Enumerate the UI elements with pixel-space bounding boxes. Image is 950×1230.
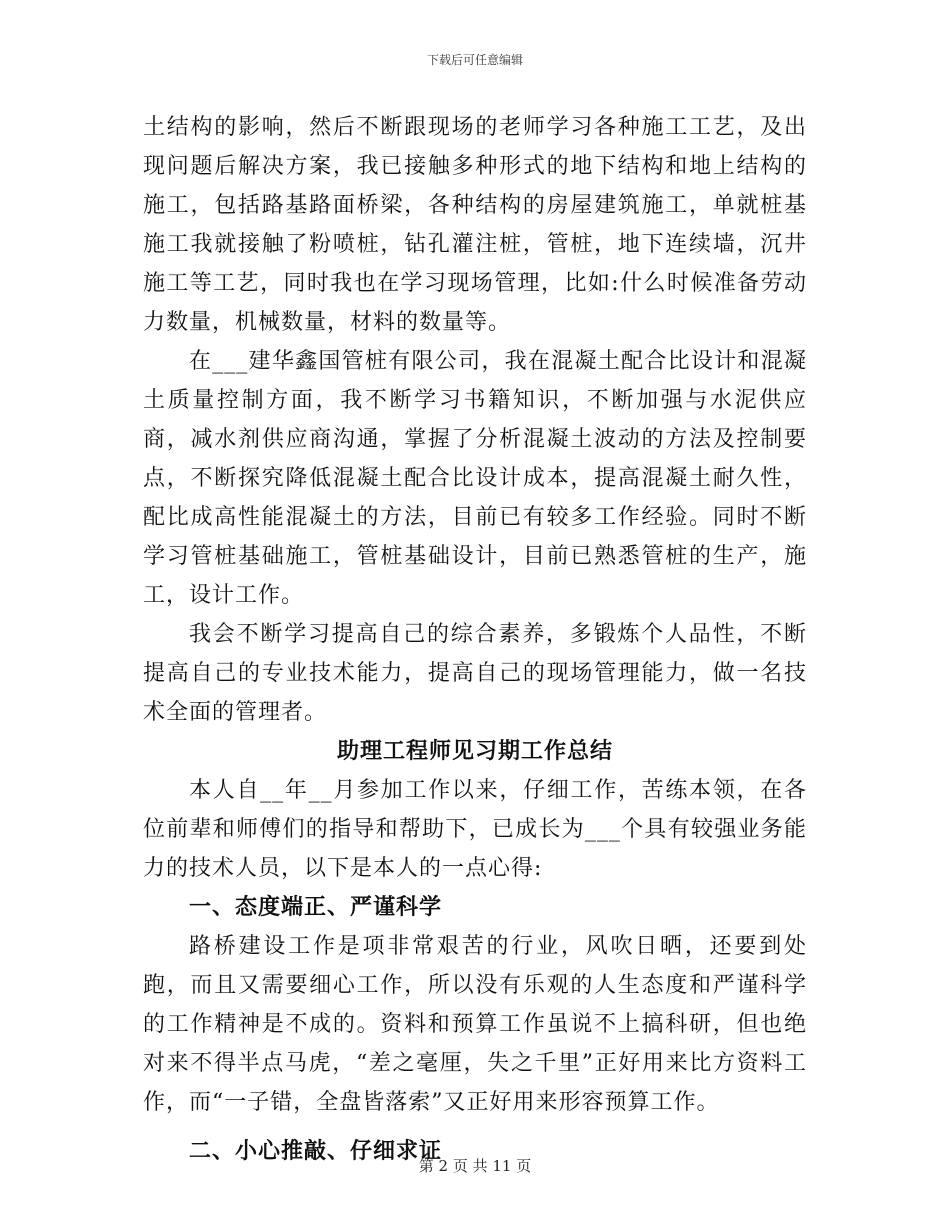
page-number: 第 2 页 共 11 页 [418, 1157, 532, 1175]
spacer [143, 1122, 807, 1132]
heading-attitude: 一、态度端正、严谨科学 [189, 894, 443, 920]
paragraph-pile-company: 在___建华鑫国管桩有限公司，我在混凝土配合比设计和混凝土质量控制方面，我不断学习书籍知识，不断加强与水泥供应商，减水剂供应商沟通，掌握了分析混凝土波动的方法及控制要点，不断探究降低混凝土配合比设计成本，提高混凝土耐久性，配比成高性能混凝土的方法，目前已有较多工作经验。同时不断学习管桩基础施工，管桩基础设计，目前已熟悉管桩的生产，施工，设计工作。 [143, 349, 807, 608]
page-header: 下载后可任意编辑 [426, 53, 523, 67]
paragraph-attitude: 路桥建设工作是项非常艰苦的行业，风吹日晒，还要到处跑，而且又需要细心工作，所以没有乐观的人生态度和严谨科学的工作精神是不成的。资料和预算工作虽说不上搞科研，但也绝对来不得半点马虎，“差之毫厘，失之千里”正好用来比方资料工作，而“一子错，全盘皆落索”又正好用来形容预算工作。 [143, 934, 807, 1115]
paragraph-construction-experience: 土结构的影响，然后不断跟现场的老师学习各种施工工艺，及出现问题后解决方案，我已接触多种形式的地下结构和地上结构的施工，包括路基路面桥梁，各种结构的房屋建筑施工，单就桩基施工我就接触了粉喷桩，钻孔灌注桩，管桩，地下连续墙，沉井施工等工艺，同时我也在学习现场管理，比如:什么时候准备劳动力数量，机械数量，材料的数量等。 [143, 115, 807, 335]
paragraph-self-improvement: 我会不断学习提高自己的综合素养，多锻炼个人品性，不断提高自己的专业技术能力，提高自己的现场管理能力，做一名技术全面的管理者。 [143, 622, 807, 725]
heading-careful: 二、小心推敲、仔细求证 [189, 1138, 443, 1164]
section-title: 助理工程师见习期工作总结 [336, 738, 613, 764]
paragraph-intro: 本人自__年__月参加工作以来，仔细工作，苦练本领，在各位前辈和师傅们的指导和帮助下，已成长为___个具有较强业务能力的技术人员，以下是本人的一点心得: [143, 778, 807, 881]
document-body [143, 108, 807, 1171]
